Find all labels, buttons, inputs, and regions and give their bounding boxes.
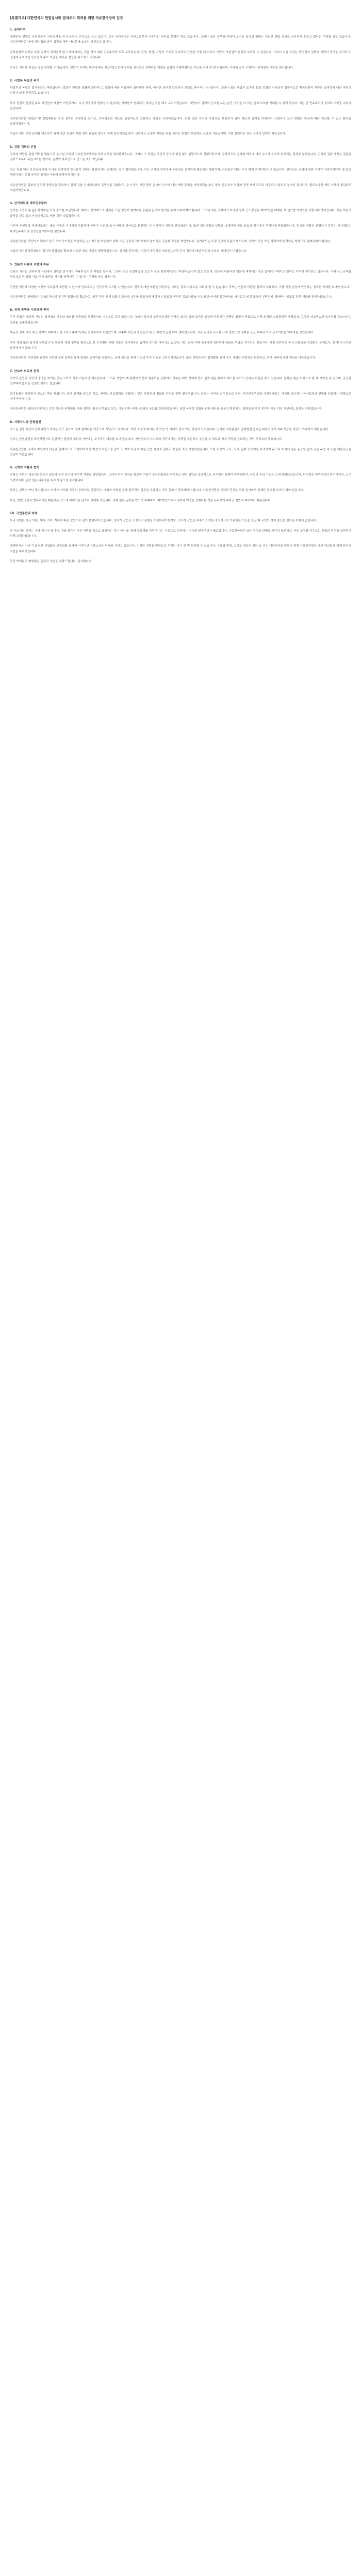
- section-heading: 3. 검찰 개혁의 본질: [10, 145, 37, 149]
- document-section: [10, 79, 351, 137]
- body-paragraph: 수도권 집중 현상이 심화되면서 지방은 인구 감소와 경제 침체라는 이중고에 시달리고 있습니다. 지방 소멸의 위기는 더 이상 먼 미래의 일이 아닌 현실이 되었습니다. 진정한 지방분권과 균형발전 없이는 대한민국의 지속 가능한 성장도 기대하기 어렵습니다.: [10, 428, 329, 431]
- body-paragraph: 정부는 균형발전을 표방하면서도 실질적인 권한과 재원의 이양에는 소극적인 태도를 보여 왔습니다. 지방정부가 스스로의 여건에 맞는 정책을 수립하고 추진할 수 있도록 자치 역량을 강화하는 것이 무엇보다 중요합니다.: [10, 438, 283, 442]
- body-paragraph: 국가 재정 또한 심각한 상황입니다. 확장적 재정 정책을 명분으로 한 무분별한 재정 지출은 국가채무의 급격한 증가로 이어지고 있으며, 이는 결국 미래 세대에게 감당하기 어려운 부담을 전가하는 것입니다. 재정 건전성은 국가 신용도와 직결되는 문제로서, 한 번 무너지면 회복하기 어렵습니다.: [10, 341, 351, 350]
- document-section: [10, 145, 351, 193]
- body-paragraph: 대한민국은 지난 수십 년간 산업화와 민주화를 동시에 이루어낸 자랑스러운 역사를 가지고 있습니다. 이러한 저력을 바탕으로 우리는 다시 한 번 도약할 수 있습니다. 자유와 번영, 그리고 정의가 살아 숨 쉬는 대한민국을 만들기 위해 자유한국당은 국민 여러분과 함께 끝까지 최선을 다하겠습니다.: [10, 545, 351, 553]
- body-paragraph: 국회는 국민의 대표기관으로서 입법과 국정 감시의 중추적 역할을 담당합니다. 그러나 다수 의석을 확보한 여당이 상임위원장을 독식하고 쟁점 법안을 일방적으로 처리하는 관행이 반복되면서, 국회의 숙의 기능은 크게 약화되었습니다. 다수결은 민주주의의 원리이지만, 소수 의견에 대한 존중 없는 다수결은 다수의 횡포에 불과합니다.: [10, 473, 351, 482]
- body-paragraph: 아울러 선거관리위원회의 정치적 중립성을 확보하기 위한 제도 개선도 병행하겠습니다. 선거를 관리하는 기관이 공정성을 의심받는다면 선거 결과에 대한 국민의 승복도 기대하기 어렵습니다.: [10, 250, 248, 253]
- body-paragraph: 우리 헌법은 개인과 기업의 경제상의 자유와 창의를 존중함을 경제질서의 기본으로 하고 있습니다. 그러나 정부의 소득주도성장 정책은 최저임금의 급격한 인상과 근로시간 단축의 일률적 적용으로 인해 오히려 소상공인과 자영업자, 그리고 저소득층의 일자리를 감소시키는 결과를 초래하였습니다.: [10, 316, 351, 325]
- section-heading: 7. 안보와 외교의 원칙: [10, 369, 40, 373]
- body-paragraph: 이른바 준연동형 비례대표제는 제도 자체가 지나치게 복잡하여 국민이 자신의 표가 어떻게 의석으로 환산되는지 이해하기 어렵게 만들었습니다. 또한 위성정당의 난립을 초래하며 제도 도입의 취지마저 무색하게 만들었습니다. 민의를 정확히 반영하지 못하는 선거제도는 대의민주주의의 정당성을 약화시킬 뿐입니다.: [10, 225, 351, 233]
- section-heading: 1. 들어가며: [10, 28, 26, 31]
- body-paragraph: 사법부의 독립은 법치주의의 핵심입니다. 법관은 헌법과 법률에 의하여 그 양심에 따라 독립하여 심판해야 하며, 어떠한 외부의 압력이나 간섭도 받아서는 안 됩니다. 그러나 최근 사법부 요직에 특정 성향의 인사들이 집중적으로 배치되면서 재판의 공정성에 대한 국민의 신뢰가 크게 흔들리고 있습니다.: [10, 87, 351, 95]
- body-paragraph: 우리 사회는 지금 이념, 세대, 지역, 계층에 따른 갈등으로 깊이 분열되어 있습니다. 정치가 갈등을 조정하고 통합을 이끌어내기는커녕, 오히려 갈등을 부추기고 이를 정치적으로 이용하는 모습을 보일 때 국민의 정치 불신은 깊어질 수밖에 없습니다.: [10, 519, 317, 523]
- body-paragraph: 협치는 선택이 아닌 필수입니다. 여야가 서로를 국정의 동반자로 인정하고, 대화와 타협을 통해 합리적인 결론을 도출하는 정치 문화가 정착되어야 합니다. 자유한국당은 국익과 민생을 위한 일이라면 언제든 협력할 준비가 되어 있습니다.: [10, 489, 304, 493]
- section-heading: 2. 사법부 독립의 위기: [10, 79, 40, 83]
- body-paragraph: 특히 정권과 관련된 주요 사건들의 재판이 지연되거나, 수사 과정에서 편파성이 의심되는 사례들이 반복되고 있다는 점은 매우 우려스럽습니다. 사법부가 권력의 눈치를 보는 순간, 국민은 더 이상 법의 보호를 기대할 수 없게 됩니다. 이는 곧 민주주의의 붕괴로 이어질 수밖에 없습니다.: [10, 101, 351, 111]
- body-paragraph: 자유한국당은 대법관 및 헌법재판관 임명 절차의 투명성을 높이고, 인사청문회 제도를 실질적으로 강화하는 방안을 추진하겠습니다. 또한 법관 인사의 독립성을 보장하기 위한 제도적 장치를 마련하여 사법부가 오직 헌법과 양심에 따라 판단할 수 있는 환경을 조성하겠습니다.: [10, 117, 351, 126]
- body-paragraph: 국민 여러분의 변함없는 관심과 성원을 부탁드립니다. 감사합니다.: [10, 560, 93, 564]
- body-paragraph: 자유한국당은 공영방송 이사회 구성의 정치적 중립성을 확보하고, 언론 관련 규제 입법이 표현의 자유를 과도하게 제한하지 않도록 엄격히 검토하겠습니다. 또한 인터넷 공간에서의 자유로운 의견 표명이 부당하게 제약받지 않도록 관련 제도를 정비하겠습니다.: [10, 295, 332, 299]
- section-heading: 10. 국민통합과 미래: [10, 512, 38, 516]
- section-heading: 6. 경제 정책과 시장경제 원칙: [10, 309, 49, 312]
- section-heading: 5. 언론의 자유와 표현의 자유: [10, 263, 49, 266]
- body-paragraph: 대한민국 헌법은 자유민주적 기본질서를 국가 운영의 근간으로 삼고 있으며, 모든 국가권력은 국민으로부터 나온다는 원칙을 분명히 하고 있습니다. 그러나 최근 정부와 여당이 보여준 일련의 행태는 이러한 헌법 정신을 근본부터 흔들고 있다는 우려를 낳고 있습니다. 자유한국당은 이에 대한 당의 공식 입장을 국민 여러분께 소상히 밝히고자 합니다.: [10, 36, 351, 44]
- body-paragraph: 자유한국당은 국민이 이해하기 쉽고 표의 등가성을 보장하는 선거제도를 마련하기 위해 모든 정당과 시민사회가 참여하는 공론화 과정을 제안합니다. 선거제도는 특정 정당의 유불리가 아니라 국민의 뜻을 가장 정확하게 반영하는 방향으로 설계되어야 합니다.: [10, 240, 331, 243]
- document-sections: [10, 28, 351, 565]
- document-body: [10, 15, 351, 2576]
- document-section: [10, 28, 351, 71]
- section-heading: 9. 국회의 역할과 협치: [10, 466, 40, 470]
- body-paragraph: 언론의 자유는 민주주의 사회에서 권력을 감시하는 '제4부'로서의 역할을 합니다. 그러나 최근 공영방송의 보도가 정권 편향적이라는 비판이 끊이지 않고 있으며, 정부에 비판적인 언론에 대해서는 각종 압박이 가해지고 있다는 지적이 제기되고 있습니다. 가짜뉴스 규제를 명분으로 한 입법 시도 역시 표현의 자유를 위축시킬 수 있다는 우려를 낳고 있습니다.: [10, 270, 351, 279]
- section-heading: 8. 지방자치와 균형발전: [10, 420, 41, 424]
- body-paragraph: 자유한국당은 국세와 지방세의 비율을 단계적으로 조정하여 지방 재정의 자립도를 높이고, 지역 특성에 맞는 산업 육성과 일자리 창출을 적극 지원하겠습니다. 또한 지방의 교육, 의료, 문화 인프라를 확충하여 누구나 어디에 살든 동등한 삶의 질을 누릴 수 있는 대한민국을 만들어 가겠습니다.: [10, 448, 351, 457]
- body-paragraph: 편 가르기의 정치는 이제 끝나야 합니다. 나와 생각이 다른 사람을 적으로 규정하는 것이 아니라, 함께 공동체를 이루어 가는 이웃으로 인정하는 성숙한 민주주의가 필요합니다. 자유한국당은 낡은 정치의 관행을 과감히 혁신하고, 국민 모두를 아우르는 통합의 정치를 실현하기 위해 노력하겠습니다.: [10, 529, 351, 538]
- document-section: [10, 263, 351, 300]
- body-paragraph: 자유한국당은 시장경제 원칙에 기반한 성장 정책을 통해 양질의 일자리를 창출하고, 규제 혁신을 통해 기업의 투자 의욕을 고취시키겠습니다. 또한 재정준칙의 법제화를 통해 국가 재정의 건전성을 확보하고, 미래 세대에 대한 책임을 다하겠습니다.: [10, 357, 316, 360]
- body-paragraph: 자유한국당은 북한의 완전하고 검증 가능한 비핵화를 대북 정책의 최우선 목표로 삼고, 이를 위한 국제사회와의 공조를 강화하겠습니다. 또한 국방력 강화를 위한 예산을 충분히 확보하고, 장병들의 사기 진작과 복무 여건 개선에도 최선을 다하겠습니다.: [10, 408, 323, 411]
- document-section: [10, 369, 351, 412]
- document-section: [10, 420, 351, 458]
- body-paragraph: 우리는 이러한 현실을 결코 외면할 수 없습니다. 헌법이 부여한 책무에 따라 제1야당으로서 정부를 감시하고 견제하는 역할을 충실히 수행하겠다는 각오를 다시 한 번 다짐하며, 아래와 같이 구체적인 문제점과 대안을 제시합니다.: [10, 66, 294, 70]
- section-heading: 4. 선거제도와 대의민주주의: [10, 202, 47, 206]
- body-paragraph: 건전한 비판과 다양한 의견이 자유롭게 개진될 수 있어야 민주주의는 건강하게 유지될 수 있습니다. 권력에 대한 비판을 억압하는 사회는 결코 자유로운 사회라 할 수 없습니다. 정부는 언론의 비판을 겸허히 수용하고, 이를 국정 운영에 반영하는 성숙한 자세를 보여야 합니다.: [10, 285, 351, 289]
- body-paragraph: 국가의 존립과 국민의 생명을 지키는 것은 국가의 가장 기본적인 책무입니다. 그러나 북한의 핵 위협이 여전히 현존하는 상황에서 정부는 대북 정책에 있어 원칙 없는 유화적 태도를 보이고 있다는 비판을 받고 있습니다. 평화는 힘을 바탕으로 할 때 지켜질 수 있으며, 굳건한 안보태세 없이는 진정한 평화도 없습니다.: [10, 377, 351, 386]
- document-title: [특별기고] 대한민국의 헌법질서와 법치주의 회복을 위한 자유한국당의 입장: [10, 16, 123, 20]
- body-paragraph: 한미동맹은 대한민국 안보의 핵심 축입니다. 동맹 관계를 공고히 하고, 한미일 안보협력을 강화하는 것은 한반도의 평화와 안정을 위해 필수적입니다. 외교는 국익을 최우선으로 하되, 자유민주주의와 시장경제라는 가치를 공유하는 국가들과의 연대를 강화하는 방향으로 나아가야 합니다.: [10, 392, 351, 401]
- body-paragraph: 권력분립의 원칙은 특정 권력이 견제받지 않고 비대해지는 것을 막기 위한 민주주의의 최후 보루입니다. 입법, 행정, 사법이 서로를 감시하고 균형을 이룰 때 비로소 국민의 기본권이 온전히 보장될 수 있습니다. 그러나 지금 우리는 행정권이 입법과 사법의 영역을 잠식하고, 정권에 우호적인 인사들로 주요 기관을 채우는 현상을 목도하고 있습니다.: [10, 50, 351, 60]
- document-section: [10, 201, 351, 254]
- document-section: [10, 512, 351, 564]
- body-paragraph: 다만, 헌법 정신과 법치주의를 훼손하는 시도에 대해서는 단호히 반대할 것입니다. 견제 없는 권력은 반드시 부패하며, 제1야당으로서 정부와 여당을 견제하는 것은 우리에게 주어진 헌법적 책무이기 때문입니다.: [10, 499, 272, 502]
- body-paragraph: 자유한국당은 검찰의 정치적 중립성을 담보하기 위해 검찰 인사위원회의 독립성을 강화하고, 수사 중인 사건 담당 검사의 인사에 대한 제한 규정을 마련하겠습니다. 또한 공수처가 정권의 정적 제거 도구로 악용되지 않도록 철저히 감시하고, 필요하다면 제도 자체의 재검토도 추진하겠습니다.: [10, 183, 351, 192]
- document-section: [10, 308, 351, 361]
- body-paragraph: 부동산 정책 역시 수십 차례의 대책에도 불구하고 주택 가격은 천정부지로 치솟았으며, 무주택 서민과 청년들의 내 집 마련의 꿈은 더욱 멀어졌습니다. 시장 원리를 무시한 규제 일변도의 정책은 공급 부족과 가격 상승이라는 역효과를 낳았습니다.: [10, 331, 315, 335]
- body-paragraph: 최근 정권 핵심 인사들에 대한 수사를 담당하던 검사들이 잇따라 좌천되거나 교체되는 일이 벌어졌습니다. 이는 수사의 연속성과 독립성을 심각하게 훼손하는 행위이며, 국민들은 이를 '수사 방해'로 받아들이고 있습니다. 살아있는 권력에 대한 수사가 가로막힌다면 법 앞의 평등이라는 헌법 원칙은 공허한 구호에 불과하게 됩니다.: [10, 168, 351, 177]
- body-paragraph: 선거는 국민이 주권을 행사하는 가장 중요한 수단입니다. 따라서 선거제도의 변경은 모든 정당이 참여하는 충분한 논의와 합의를 통해 이루어져야 합니다. 그러나 지난 국회에서 여당과 일부 군소정당은 제1야당을 배제한 채 선거법 개정안을 강행 처리하였습니다. 이는 게임의 규칙을 선수 일부가 일방적으로 바꾼 것과 다름없습니다.: [10, 209, 351, 218]
- body-paragraph: 정부와 여당은 검찰 개혁을 명분으로 수사권 조정과 고위공직자범죄수사처 설치를 밀어붙였습니다. 그러나 그 과정은 국민적 공감대 형성 없이 일방적으로 진행되었으며, 결과적으로 권력형 비리에 대한 수사가 오히려 위축되는 결과를 낳았습니다. 진정한 검찰 개혁은 검찰을 권력으로부터 독립시키는 것이지, 권력의 하수인으로 만드는 것이 아닙니다.: [10, 152, 351, 162]
- body-paragraph: 아울러 재판 지연 문제를 해소하기 위해 법관 증원과 재판 절차 효율화 방안도 함께 검토하겠습니다. 신속하고 공정한 재판을 받을 권리는 헌법이 보장하는 국민의 기본권이며, 이를 실현하는 것은 국가의 당연한 책무입니다.: [10, 132, 287, 136]
- document-section: [10, 466, 351, 503]
